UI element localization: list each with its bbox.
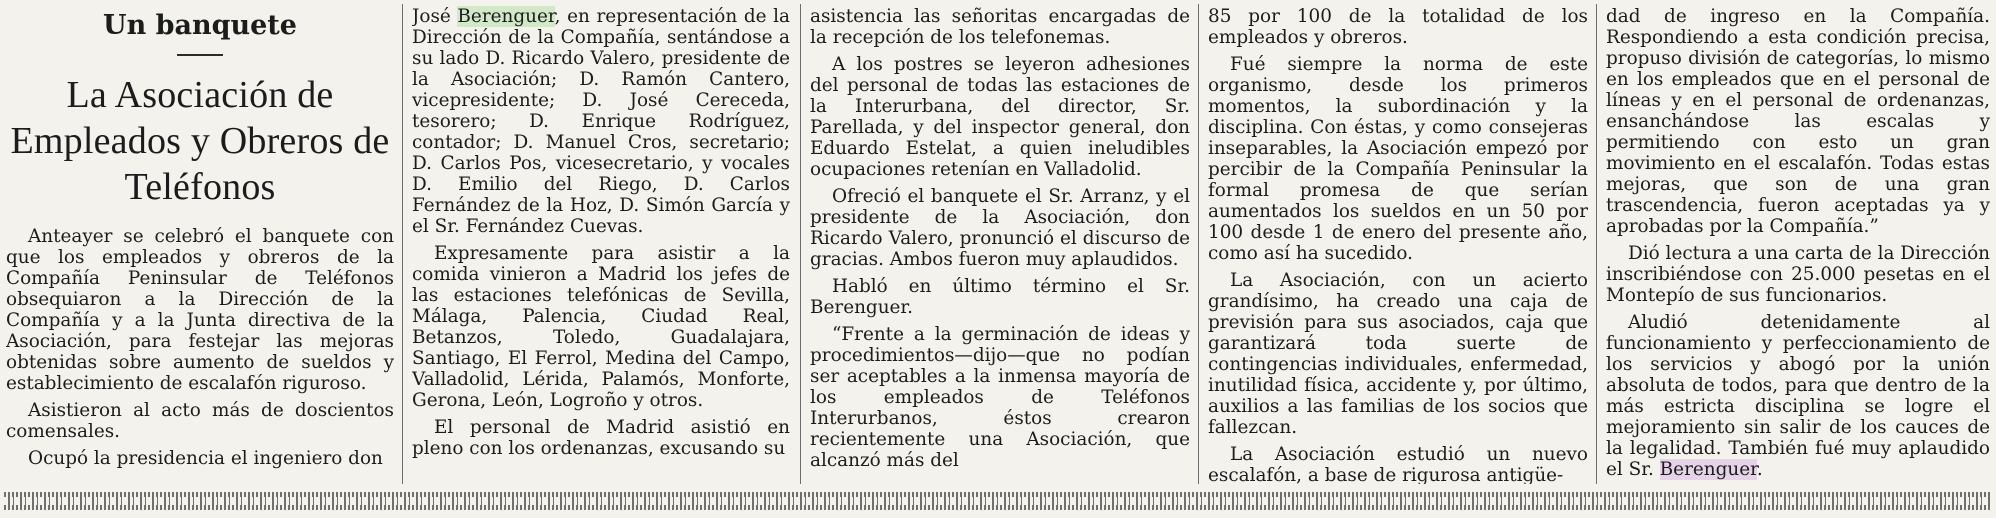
paragraph: “Frente a la germinación de ideas y procedimientos—dijo—que no podían ser aceptables a la inmensa mayoría de los empleados de Teléfonos Interurbanos, éstos crearon recientemente una Asociación, que alcanzó más del <box>810 324 1190 471</box>
column-4 <box>1208 6 1588 484</box>
paragraph: Expresamente para asistir a la comida vinieron a Madrid los jefes de las estaciones telefónicas de Sevilla, Málaga, Palencia, Ciudad Real, Betanzos, Toledo, Guadalajara, Santiago, El Ferrol, Medina del Campo, Valladolid, Lérida, Palamós, Monforte, Gerona, León, Logroño y otros. <box>412 243 790 411</box>
paragraph: La Asociación, con un acierto grandísimo, ha creado una caja de previsión para sus asociados, caja que garantizará toda suerte de contingencias individuales, enfermedad, inutilidad física, accidente y, por último, auxilios a las familias de los socios que fallezcan. <box>1208 270 1588 438</box>
paragraph <box>1606 312 1990 480</box>
text-run: José <box>412 6 458 27</box>
paragraph: Dió lectura a una carta de la Dirección inscribiéndose con 25.000 pesetas en el Montepío de sus funcionarios. <box>1606 243 1990 306</box>
column-5 <box>1606 6 1990 484</box>
paragraph: Habló en último término el Sr. Berenguer. <box>810 276 1190 318</box>
column-divider <box>1596 4 1597 484</box>
text-run: . <box>1756 459 1763 480</box>
paragraph: dad de ingreso en la Compañía. Respondiendo a esta condición precisa, propuso división de categorías, lo mismo en los empleados que en el personal de líneas y en el personal de ordenanzas, ensanchándose las escalas y permitiendo con esto un gran movimiento en el escalafón. Todas estas mejoras, que son de una gran trascendencia, fueron aceptadas ya y aprobadas por la Compañía.” <box>1606 6 1990 237</box>
decorative-footer-rule <box>4 492 1992 510</box>
highlighted-name: Berenguer <box>457 6 555 27</box>
paragraph: La Asociación estudió un nuevo escalafón, a base de rigurosa antigüe- <box>1208 444 1588 484</box>
column-2 <box>412 6 790 484</box>
column-3 <box>810 6 1190 484</box>
column-divider <box>402 4 403 484</box>
column-1 <box>6 6 394 484</box>
paragraph: Anteayer se celebró el banquete con que los empleados y obreros de la Compañía Peninsular de Teléfonos obsequiaron a la Dirección de la Compañía y a la Junta directiva de la Asociación, para festejar las mejoras obtenidas sobre aumento de sueldos y establecimiento de escalafón riguroso. <box>6 226 394 394</box>
paragraph: Ofreció el banquete el Sr. Arranz, y el presidente de la Asociación, don Ricardo Valero, pronunció el discurso de gracias. Ambos fueron muy aplaudidos. <box>810 186 1190 270</box>
highlighted-name: Berenguer <box>1659 459 1757 480</box>
text-run: , en representación de la Dirección de la Compañía, sentándose a su lado D. Ricardo Valero, presidente de la Asociación; D. Ramón Cantero, vicepresidente; D. José Cereceda, tesorero; D. Enrique Rodríguez, contador; D. Manuel Cros, secretario; D. Carlos Pos, vicesecretario, y vocales D. Emilio del Riego, D. Carlos Fernández de la Hoz, D. Simón García y el Sr. Fernández Cuevas. <box>412 6 790 237</box>
article-headline: La Asociación de Empleados y Obreros de Teléfonos <box>10 74 390 208</box>
column-divider <box>800 4 801 484</box>
article-kicker: Un banquete <box>103 10 297 41</box>
text-run: Aludió detenidamente al funcionamiento y perfeccionamiento de los servicios y abogó por la unión absoluta de todos, para que dentro de la más estricta disciplina se logre el mejoramiento sin salir de los cauces de la legalidad. También fué muy aplaudido el Sr. <box>1606 312 1990 480</box>
paragraph: 85 por 100 de la totalidad de los empleados y obreros. <box>1208 6 1588 48</box>
paragraph: asistencia las señoritas encargadas de la recepción de los telefonemas. <box>810 6 1190 48</box>
paragraph: El personal de Madrid asistió en pleno con los ordenanzas, excusando su <box>412 417 790 459</box>
paragraph: Fué siempre la norma de este organismo, desde los primeros momentos, la subordinación y la disciplina. Con éstas, y como consejeras inseparables, la Asociación empezó por percibir de la Compañía Peninsular la formal promesa de que serían aumentados los sueldos en un 50 por 100 desde 1 de enero del presente año, como así ha sucedido. <box>1208 54 1588 264</box>
paragraph: A los postres se leyeron adhesiones del personal de todas las estaciones de la Interurbana, del director, Sr. Parellada, y del inspector general, don Eduardo Estelat, a quien ineludibles ocupaciones retenían en Valladolid. <box>810 54 1190 180</box>
paragraph <box>412 6 790 237</box>
paragraph: Asistieron al acto más de doscientos comensales. <box>6 400 394 442</box>
paragraph: Ocupó la presidencia el ingeniero don <box>28 448 383 469</box>
column-divider <box>1198 4 1199 484</box>
kicker-divider <box>177 54 223 56</box>
